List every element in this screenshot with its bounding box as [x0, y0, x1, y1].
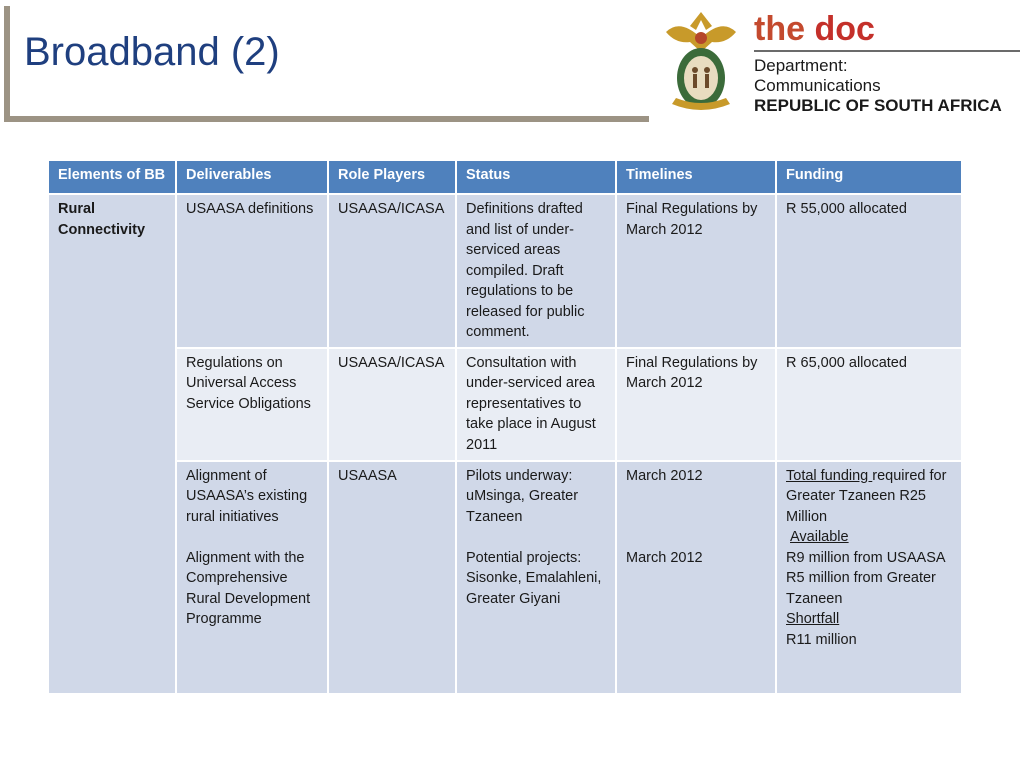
table-row — [48, 461, 962, 694]
deliverable-text: Alignment of USAASA’s existing rural initiatives — [186, 467, 308, 525]
coat-of-arms-icon — [660, 8, 742, 116]
department-logo — [660, 4, 1022, 122]
funding-available-tzaneen: R5 million from Greater Tzaneen — [786, 570, 936, 607]
funding-cell: R 65,000 allocated — [776, 348, 962, 461]
funding-shortfall-label: Shortfall — [786, 611, 840, 627]
status-cell: Consultation with under-serviced area representatives to take place in August 2011 — [456, 348, 616, 461]
brand-wordmark: the doc — [754, 10, 875, 48]
deliverable-cell: Regulations on Universal Access Service Obligations — [176, 348, 328, 461]
timeline-text: March 2012 — [626, 549, 703, 566]
deliverable-text: Alignment with the Comprehensive Rural Development Programme — [186, 549, 311, 627]
status-text: Potential projects: Sisonke, Emalahleni, Greater Giyani — [466, 549, 602, 607]
role-cell: USAASA/ICASA — [328, 194, 456, 348]
logo-country: REPUBLIC OF SOUTH AFRICA — [754, 96, 1002, 115]
timeline-cell: Final Regulations by March 2012 — [616, 348, 776, 461]
header-timelines: Timelines — [616, 160, 776, 194]
table-row — [48, 348, 962, 461]
header-role-players: Role Players — [328, 160, 456, 194]
broadband-table — [47, 159, 963, 695]
header-deliverables: Deliverables — [176, 160, 328, 194]
timeline-cell: Final Regulations by March 2012 — [616, 194, 776, 348]
role-cell: USAASA — [328, 461, 456, 694]
header-status: Status — [456, 160, 616, 194]
status-cell: Definitions drafted and list of under-serviced areas compiled. Draft regulations to be released for public comment. — [456, 194, 616, 348]
funding-cell: R 55,000 allocated — [776, 194, 962, 348]
header-funding: Funding — [776, 160, 962, 194]
header-elements: Elements of BB — [48, 160, 176, 194]
slide-title: Broadband (2) — [24, 30, 280, 74]
deliverable-cell: USAASA definitions — [176, 194, 328, 348]
funding-available-usaasa: R9 million from USAASA — [786, 549, 946, 566]
timeline-cell — [616, 461, 776, 694]
role-cell: USAASA/ICASA — [328, 348, 456, 461]
table-row — [48, 194, 962, 348]
logo-department-label: Department: — [754, 56, 848, 75]
funding-available-label: Available — [790, 529, 849, 545]
timeline-text: March 2012 — [626, 467, 703, 484]
logo-department-name: Communications — [754, 76, 881, 95]
table-header-row — [48, 160, 962, 194]
logo-divider — [754, 50, 1020, 52]
status-cell — [456, 461, 616, 694]
deliverable-cell — [176, 461, 328, 694]
funding-total-label: Total funding — [786, 467, 873, 484]
status-text: Pilots underway: uMsinga, Greater Tzaneen — [466, 467, 579, 525]
funding-cell — [776, 461, 962, 694]
element-cell: Rural Connectivity — [48, 194, 176, 694]
funding-total-value: required for Greater Tzaneen R25 Million — [786, 467, 947, 525]
funding-shortfall-value: R11 million — [786, 631, 857, 648]
